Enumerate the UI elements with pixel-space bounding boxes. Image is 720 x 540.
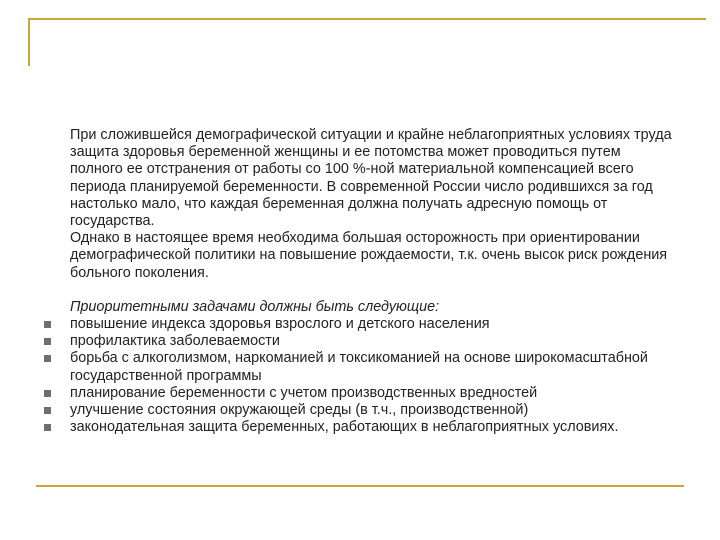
list-item <box>70 402 672 419</box>
list-item <box>70 350 672 384</box>
paragraph-spacer <box>70 282 672 299</box>
square-bullet-icon <box>44 424 51 431</box>
list-item-text: улучшение состояния окружающей среды (в т.ч., производственной) <box>70 402 529 419</box>
list-item-text: законодательная защита беременных, работающих в неблагоприятных условиях. <box>70 419 619 436</box>
priorities-list <box>70 316 672 436</box>
square-bullet-icon <box>44 338 51 345</box>
slide-frame-bottom-line <box>36 485 684 487</box>
list-item <box>70 316 672 333</box>
square-bullet-icon <box>44 407 51 414</box>
priorities-heading: Приоритетными задачами должны быть следующие: <box>70 298 440 315</box>
caution-paragraph: Однако в настоящее время необходима большая осторожность при ориентировании демографической политики на повышение рождаемости, т.к. очень высок риск рождения больного поколения. <box>70 230 668 281</box>
slide-body <box>70 127 672 436</box>
list-item <box>70 419 672 436</box>
slide-frame-top-line <box>28 18 706 20</box>
square-bullet-icon <box>44 355 51 362</box>
list-item-text: профилактика заболеваемости <box>70 333 280 350</box>
list-item-text: планирование беременности с учетом производственных вредностей <box>70 384 538 401</box>
square-bullet-icon <box>44 321 51 328</box>
list-item-text: повышение индекса здоровья взрослого и детского населения <box>70 316 490 333</box>
list-item <box>70 333 672 350</box>
square-bullet-icon <box>44 390 51 397</box>
intro-paragraph: При сложившейся демографической ситуации и крайне неблагоприятных условиях труда защита здоровья беременной женщины и ее потомства может проводиться путем полного ее отстранения от работы со 100 %-ной материальной компенсацией всего периода планируемой беременности. В современной России число родившихся за год настолько мало, что каждая беременная должна получать адресную помощь от государства. <box>70 127 672 230</box>
list-item <box>70 385 672 402</box>
slide-frame-left-line <box>28 18 30 66</box>
list-item-text: борьба с алкоголизмом, наркоманией и токсикоманией на основе широкомасштабной государственной программы <box>70 350 648 384</box>
